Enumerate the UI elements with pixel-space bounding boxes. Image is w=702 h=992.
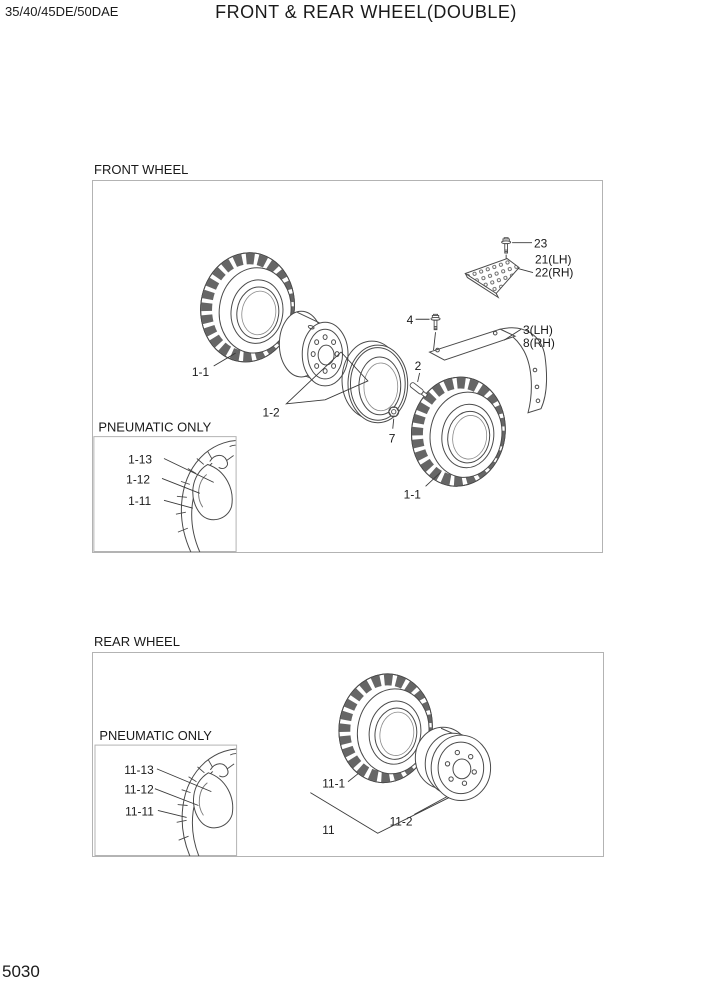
front-pneumatic-label: PNEUMATIC ONLY	[98, 419, 212, 435]
callout-rear-assembly: 11	[322, 823, 335, 838]
callout-front-pneu-tire: 1-11	[128, 494, 152, 509]
front-wheel-diagram	[93, 181, 602, 552]
valve-stem-icon	[409, 382, 428, 398]
callout-fender-rh: 8(RH)	[523, 336, 555, 351]
callout-fender-bolt: 4	[406, 313, 414, 328]
callout-front-tire2: 1-1	[403, 487, 421, 502]
rear-rim-illustration	[415, 727, 490, 800]
nut-icon	[389, 407, 399, 417]
callout-plate-rh: 22(RH)	[534, 265, 574, 280]
callout-nut: 7	[388, 431, 396, 446]
callout-fender-lh: 3(LH)	[523, 323, 553, 338]
front-pneumatic-section-illustration	[176, 440, 244, 552]
front-section-label: FRONT WHEEL	[94, 162, 189, 177]
model-code: 35/40/45DE/50DAE	[5, 4, 119, 19]
callout-rear-flap: 11-12	[124, 782, 154, 797]
step-plate-bolt-icon	[502, 238, 511, 253]
fender-bolt-icon	[431, 314, 440, 329]
callout-front-tire: 1-1	[191, 364, 210, 379]
front-rim-illustration	[279, 311, 348, 386]
callout-front-tube: 1-13	[128, 452, 153, 467]
rear-wheel-diagram	[93, 653, 603, 856]
leader-rear-rim	[414, 797, 447, 815]
front-wheel-box	[92, 180, 603, 553]
leader-fender-bolt	[416, 319, 436, 350]
page-title: FRONT & REAR WHEEL(DOUBLE)	[215, 2, 517, 22]
callout-front-flap: 1-12	[126, 472, 151, 487]
callout-plate-bolt: 23	[533, 236, 548, 251]
callout-rear-pneu-tire: 11-11	[125, 804, 154, 819]
leader-nut	[393, 419, 394, 429]
callout-rear-tube: 11-13	[124, 762, 154, 777]
callout-rear-tire: 11-1	[322, 776, 346, 791]
leader-valve	[418, 373, 420, 382]
callout-valve: 2	[414, 358, 422, 373]
leader-step-plate	[518, 269, 533, 273]
leader-plate-bolt	[506, 243, 532, 259]
rear-pneumatic-section-illustration	[177, 749, 244, 856]
page-number: 5030	[2, 962, 40, 981]
callout-rim-set: 1-2	[262, 405, 280, 420]
rear-pneumatic-label: PNEUMATIC ONLY	[99, 728, 212, 744]
step-plate-illustration	[465, 259, 519, 298]
callout-plate-lh: 21(LH)	[534, 252, 572, 267]
leader-rear-tire	[348, 774, 358, 782]
rear-wheel-box	[92, 652, 604, 857]
rear-section-label: REAR WHEEL	[94, 634, 180, 649]
callout-rear-rim: 11-2	[389, 814, 413, 829]
